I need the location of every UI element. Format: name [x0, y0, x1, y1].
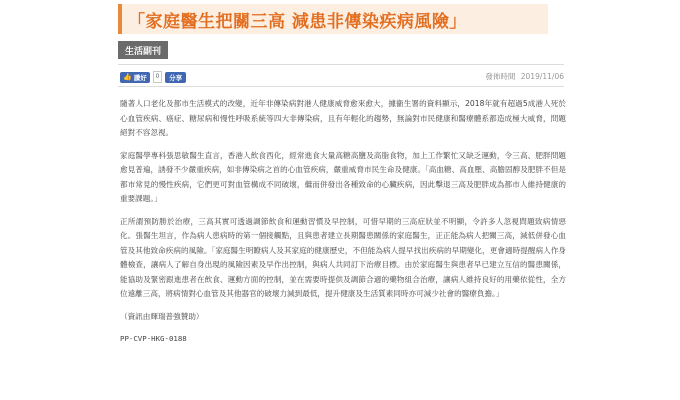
facebook-share-button[interactable] — [165, 72, 186, 83]
like-count: 0 — [153, 71, 162, 83]
facebook-like-button[interactable] — [120, 72, 150, 83]
publish-date — [485, 71, 564, 82]
article-paragraph-3: 正所謂預防勝於治療，三高其實可透過調節飲食和運動習慣及早控制，可惜早期的三高症狀並不明顯，令許多人忽視問題致病情惡化。張醫生坦言，作為病人患病時的第一個接觸點，且與患者建立長期醫患關係的家庭醫生，正正能為病人把關三高，減低併發心血管及其他致命疾病的風險。「家庭醫生明瞭病人及其家庭的健康歷史，不但能為病人提早找出疾病的早期變化，更會適時提醒病人作身體檢查，讓病人了解自身出現的風險因素及早作出控制，與病人共同訂下治療目標。由於家庭醫生與患者早已建立互信的醫患關係，能協助及緊密跟進患者在飲食、運動方面的控制，並在需要時提供及調節合適的藥物組合治療，讓病人維持良好的用藥依從性，全方位遠離三高，將病情對心血管及其他器官的破壞力減到最低，提升健康及生活質素同時亦可減少社會的醫療負擔。」 — [120, 216, 566, 298]
category-tag[interactable] — [118, 41, 168, 59]
thumbs-up-icon: 👍 — [123, 74, 132, 81]
article-body — [120, 97, 566, 355]
category-label: 生活副刊 — [125, 46, 162, 57]
social-buttons — [120, 71, 186, 83]
sponsor-note: （資訊由輝瑞普強贊助） — [120, 311, 204, 321]
divider-top — [118, 64, 564, 65]
reference-code: PP-CVP-HKG-0188 — [120, 334, 187, 343]
share-label: 分享 — [169, 74, 183, 82]
article-paragraph-2: 家庭醫學專科張思敏醫生直言，香港人飲食西化，經常進食大量高糖高鹽及高脂食物，加上工作繁忙又缺乏運動，令三高、肥胖問題愈見普遍，誘發不少嚴重疾病，如非傳染病之首的心血管疾病，嚴重威脅市民生命及健康。「高血糖、高血壓、高膽固醇及肥胖不但是都市常見的慢性疾病，它們更可對血管構成不同破壞，繼而併發出各種致命的心臟疾病，因此擊退三高及肥胖成為都市人維持健康的重要課題。」 — [120, 150, 566, 203]
article-title-bar — [118, 4, 548, 34]
like-label: 讚好 — [133, 74, 147, 82]
publish-date-label: 發佈時間 — [485, 72, 516, 81]
divider-bottom — [118, 86, 564, 87]
publish-date-value: 2019/11/06 — [520, 72, 564, 81]
article-title: 「家庭醫生把關三高 減患非傳染疾病風險」 — [128, 11, 467, 32]
article-paragraph-1: 隨著人口老化及都市生活模式的改變，近年非傳染病對港人健康威脅愈來愈大，據衞生署的資料顯示，2018年就有超過5成港人死於心血管疾病、癌症、糖尿病和慢性呼吸系統等四大非傳染病，且有年輕化的趨勢，無論對市民健康和醫療體系都造成極大威脅，問題絕對不容忽視。 — [120, 99, 566, 137]
